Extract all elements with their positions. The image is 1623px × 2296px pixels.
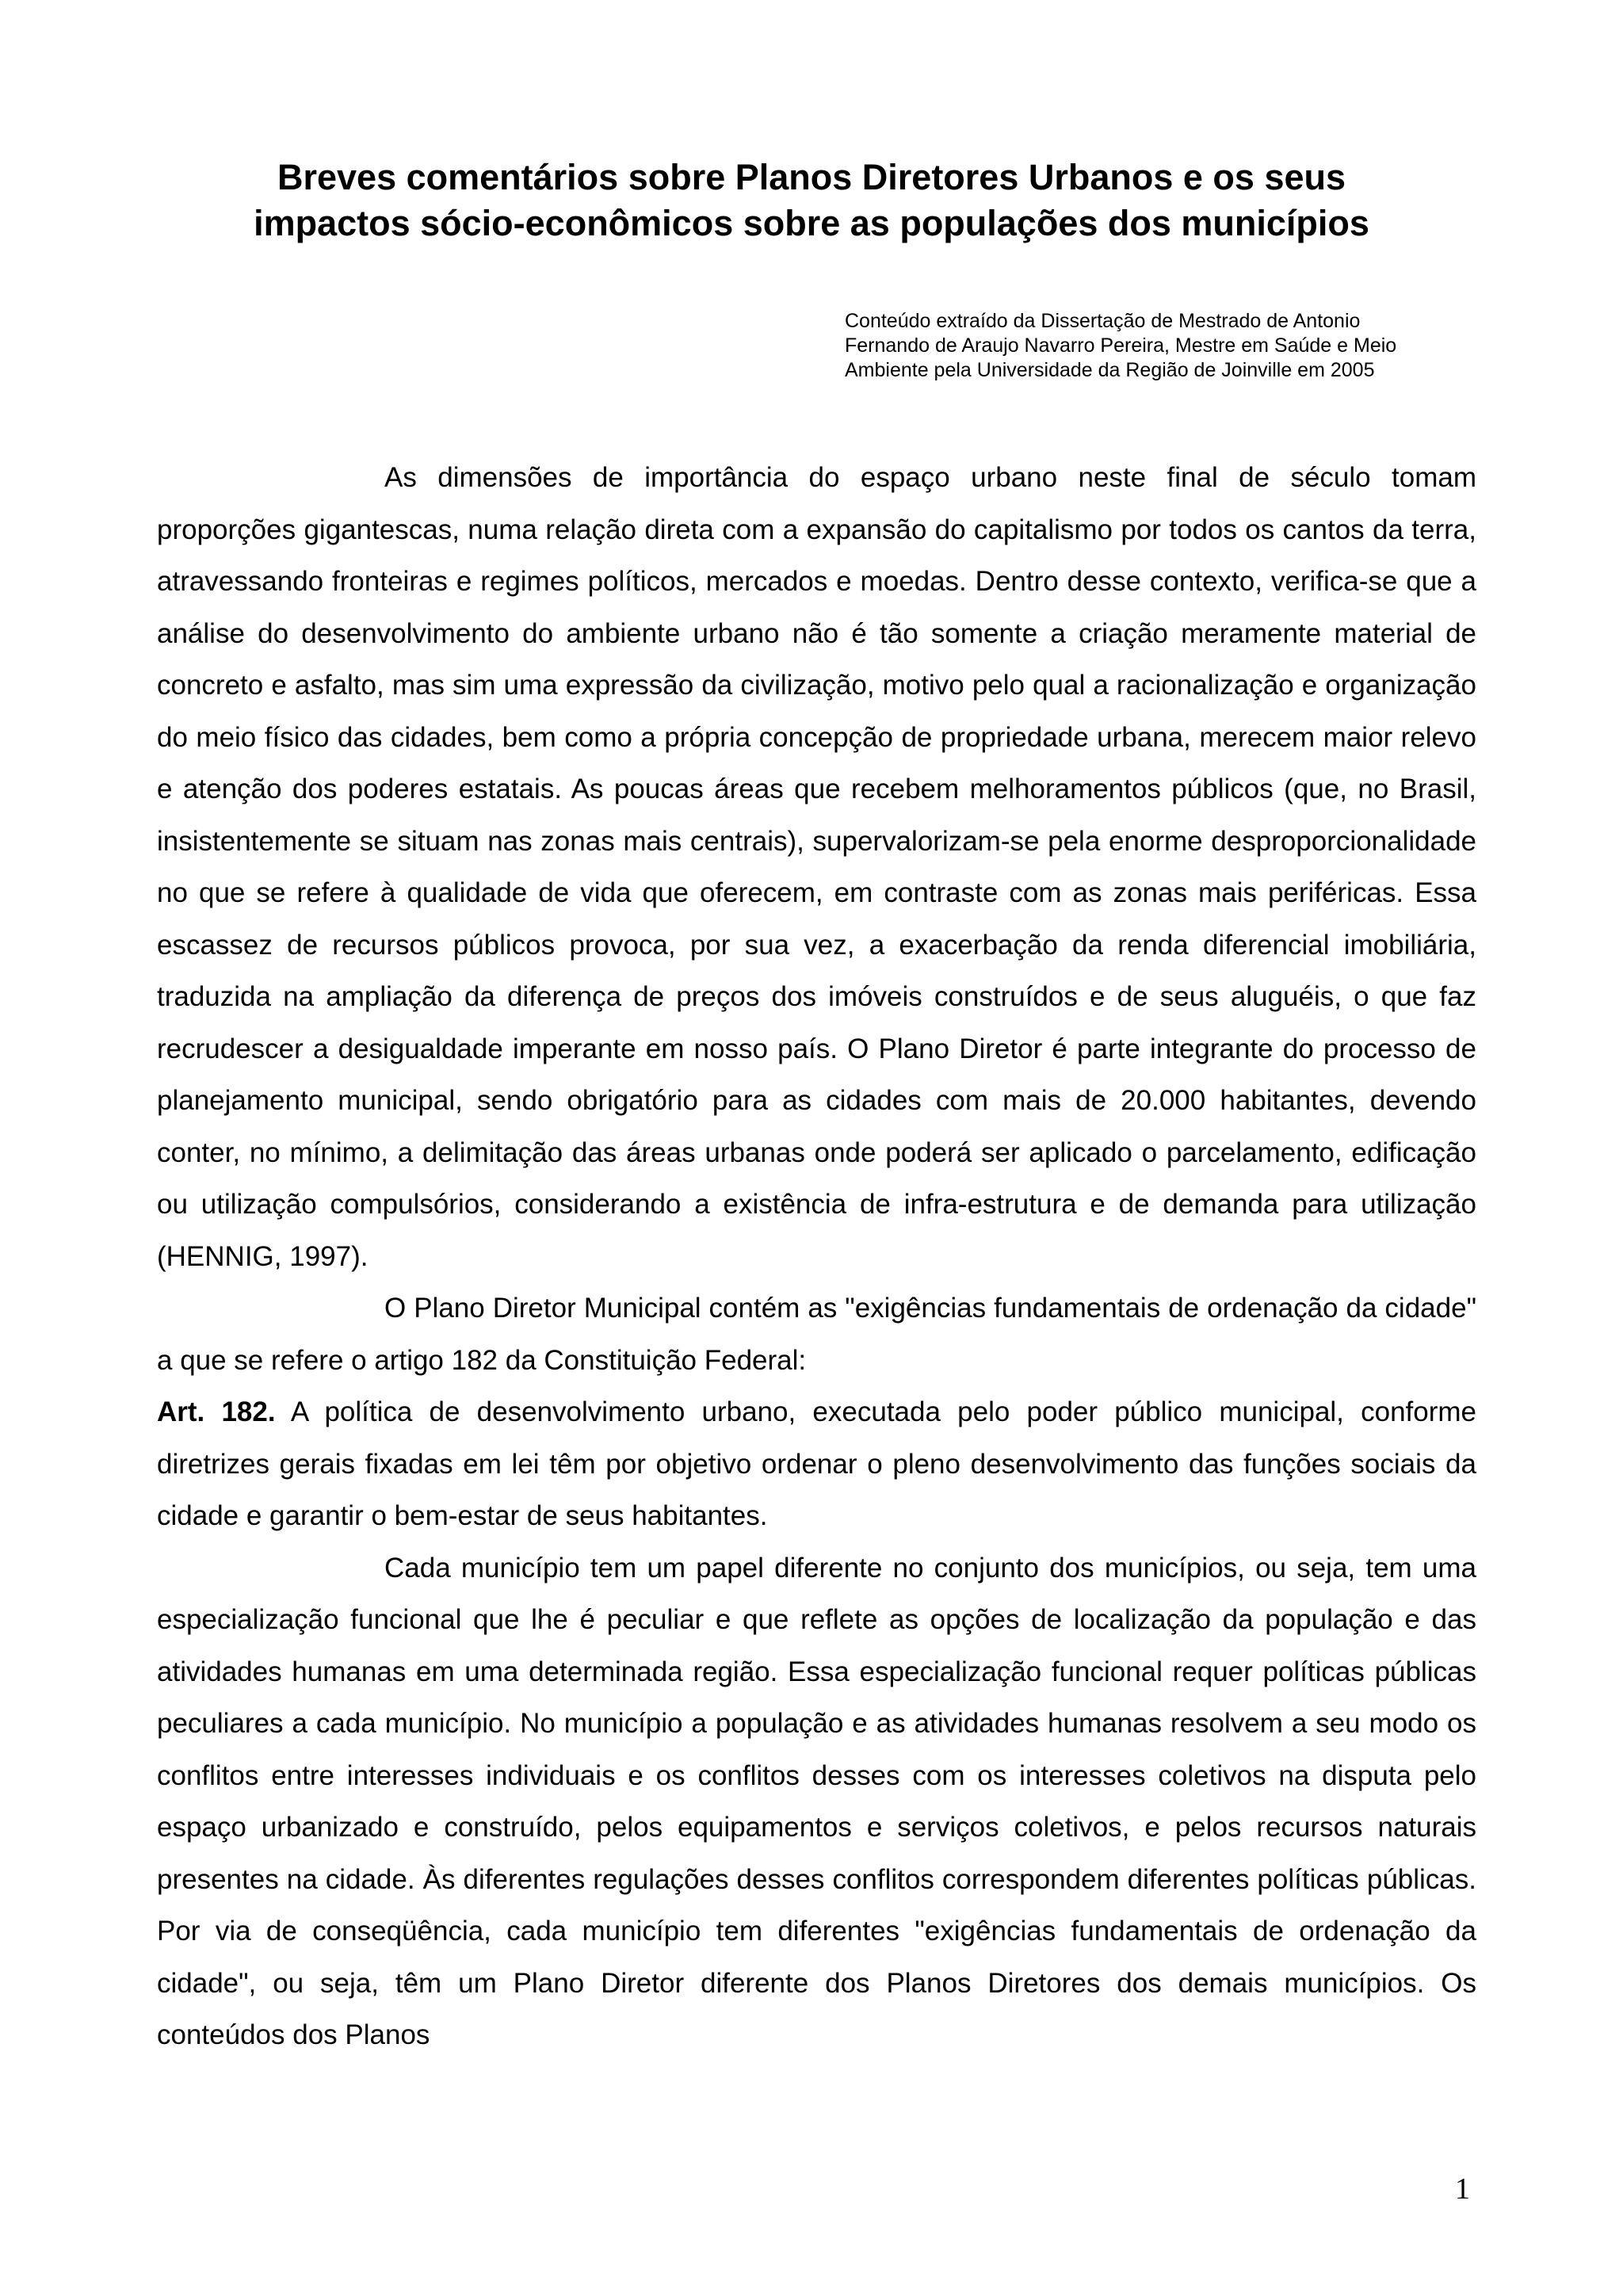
source-attribution	[845, 309, 1503, 383]
document-body	[157, 452, 1476, 2061]
paragraph-urban-dimensions: As dimensões de importância do espaço urbano neste final de século tomam proporções gigantescas, numa relação direta com a expansão do capitalismo por todos os cantos da terra, atravessando fronteiras e regimes políticos, mercados e moedas. Dentro desse contexto, verifica-se que a análise do desenvolvimento do ambiente urbano não é tão somente a criação meramente material de concreto e asfalto, mas sim uma expressão da civilização, motivo pelo qual a racionalização e organização do meio físico das cidades, bem como a própria concepção de propriedade urbana, merecem maior relevo e atenção dos poderes estatais. As poucas áreas que recebem melhoramentos públicos (que, no Brasil, insistentemente se situam nas zonas mais centrais), supervalorizam-se pela enorme desproporcionalidade no que se refere à qualidade de vida que oferecem, em contraste com as zonas mais periféricas. Essa escassez de recursos públicos provoca, por sua vez, a exacerbação da renda diferencial imobiliária, traduzida na ampliação da diferença de preços dos imóveis construídos e de seus aluguéis, o que faz recrudescer a desigualdade imperante em nosso país. O Plano Diretor é parte integrante do processo de planejamento municipal, sendo obrigatório para as cidades com mais de 20.000 habitantes, devendo conter, no mínimo, a delimitação das áreas urbanas onde poderá ser aplicado o parcelamento, edificação ou utilização compulsórios, considerando a existência de infra-estrutura e de demanda para utilização (HENNIG, 1997).	[157, 462, 1476, 1272]
article-label: Art. 182.	[157, 1396, 276, 1427]
article-text: A política de desenvolvimento urbano, executada pelo poder público municipal, conforme diretrizes gerais fixadas em lei têm por objetivo ordenar o pleno desenvolvimento das funções sociais da cidade e garantir o bem-estar de seus habitantes.	[157, 1396, 1476, 1531]
attribution-line-3: Ambiente pela Universidade da Região de Joinville em 2005	[845, 359, 1375, 381]
title-line-2: impactos sócio-econômicos sobre as populações dos municípios	[254, 203, 1369, 243]
document-title	[155, 155, 1468, 246]
paragraph-municipal-specialization: Cada município tem um papel diferente no conjunto dos municípios, ou seja, tem uma especialização funcional que lhe é peculiar e que reflete as opções de localização da população e das atividades humanas em uma determinada região. Essa especialização funcional requer políticas públicas peculiares a cada município. No município a população e as atividades humanas resolvem a seu modo os conflitos entre interesses individuais e os conflitos desses com os interesses coletivos na disputa pelo espaço urbanizado e construído, pelos equipamentos e serviços coletivos, e pelos recursos naturais presentes na cidade. Às diferentes regulações desses conflitos correspondem diferentes políticas públicas. Por via de conseqüência, cada município tem diferentes "exigências fundamentais de ordenação da cidade", ou seja, têm um Plano Diretor diferente dos Planos Diretores dos demais municípios. Os conteúdos dos Planos	[157, 1552, 1476, 2050]
article-182-paragraph	[157, 1386, 1476, 1542]
page-number: 1	[1455, 2172, 1470, 2206]
attribution-line-1: Conteúdo extraído da Dissertação de Mestrado de Antonio	[845, 310, 1361, 332]
title-line-1: Breves comentários sobre Planos Diretores Urbanos e os seus	[277, 157, 1346, 197]
attribution-line-2: Fernando de Araujo Navarro Pereira, Mestre em Saúde e Meio	[845, 334, 1397, 357]
paragraph-plano-diretor-definition: O Plano Diretor Municipal contém as "exigências fundamentais de ordenação da cidade" a que se refere o artigo 182 da Constituição Federal:	[157, 1293, 1476, 1376]
